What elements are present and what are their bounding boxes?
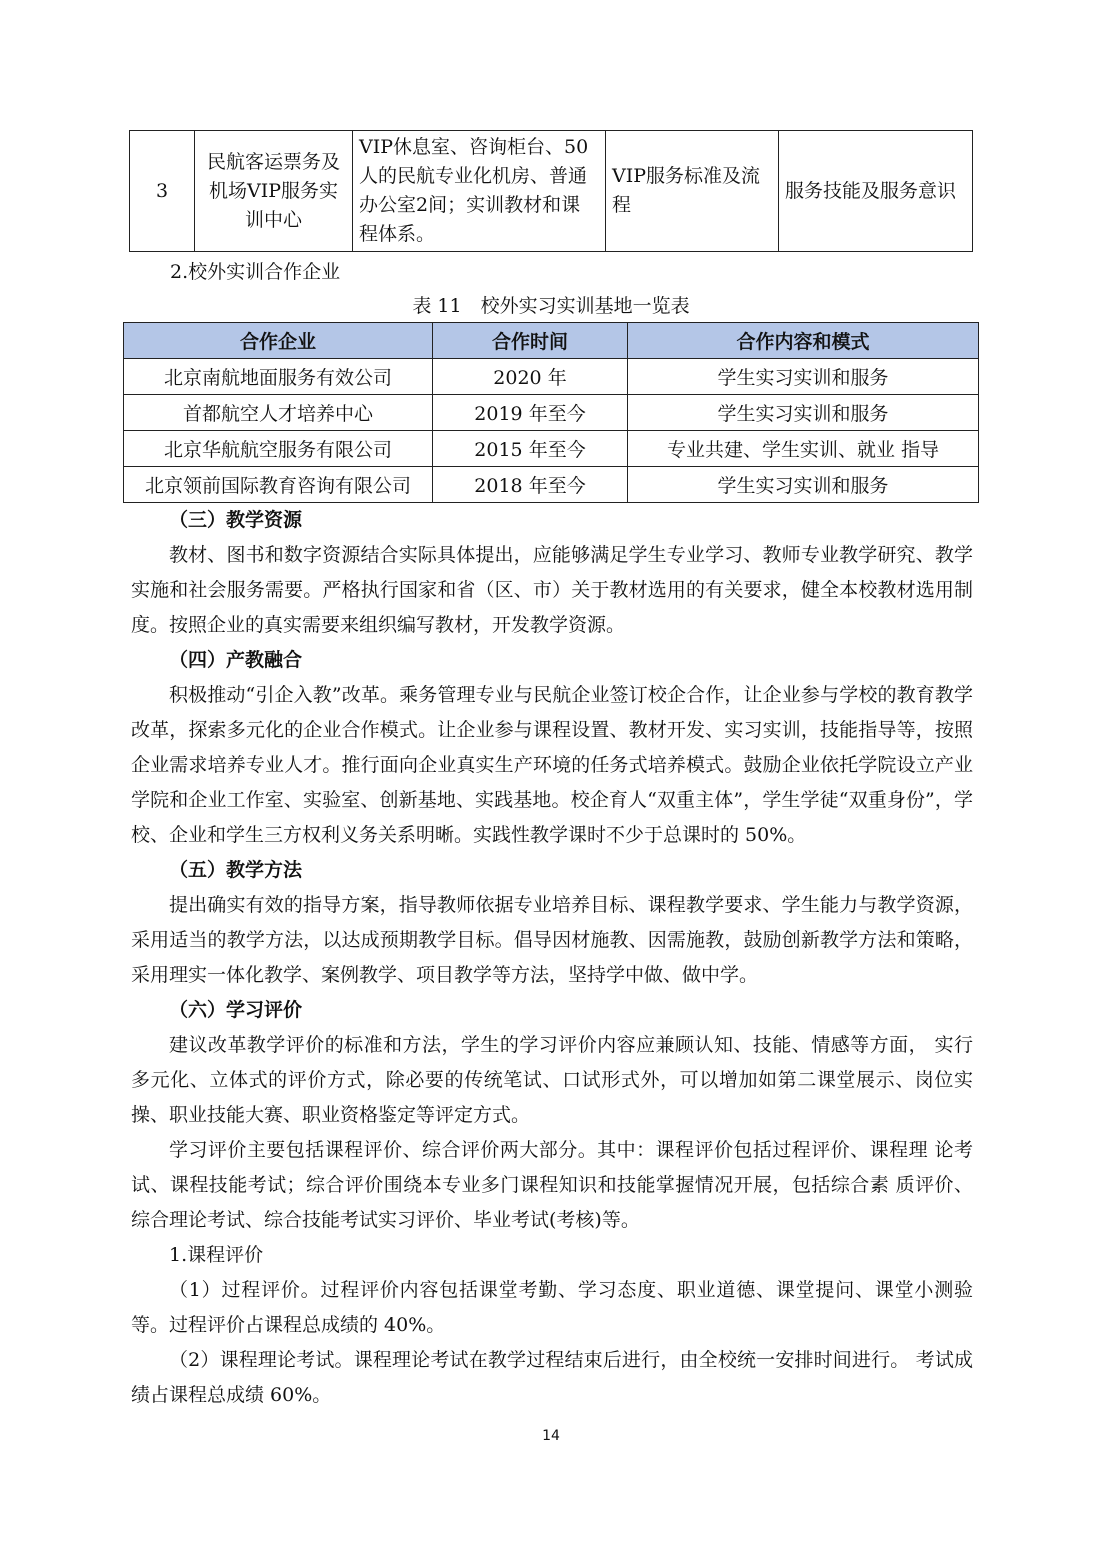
table-cell: 2018 年至今 xyxy=(433,467,628,503)
table-cell: 学生实习实训和服务 xyxy=(628,467,979,503)
table-cell: 专业共建、学生实训、就业 指导 xyxy=(628,431,979,467)
table-cell: 2015 年至今 xyxy=(433,431,628,467)
table-cell: 北京南航地面服务有效公司 xyxy=(124,359,433,395)
paragraph: 提出确实有效的指导方案，指导教师依据专业培养目标、课程教学要求、学生能力与教学资源，采用适当的教学方法，以达成预期教学目标。倡导因材施教、因需施教，鼓励创新教学方法和策略，采用理实一体化教学、案例教学、项目教学等方法，坚持学中做、做中学。 xyxy=(131,894,973,986)
table-row xyxy=(124,467,979,503)
table-caption: 表 11 校外实习实训基地一览表 xyxy=(412,295,690,317)
table-row xyxy=(130,131,973,252)
column-header: 合作企业 xyxy=(124,323,433,359)
ability-target: 服务技能及服务意识 xyxy=(779,131,973,252)
table-row xyxy=(124,395,979,431)
table-cell: 学生实习实训和服务 xyxy=(628,359,979,395)
table-cell: 北京领前国际教育咨询有限公司 xyxy=(124,467,433,503)
body-text xyxy=(131,503,973,1413)
row-number: 3 xyxy=(130,131,195,252)
paragraph: 积极推动“引企入教”改革。乘务管理专业与民航企业签订校企合作，让企业参与学校的教育教学改革，探索多元化的企业合作模式。让企业参与课程设置、教材开发、实习实训，技能指导等，按照企业需求培养专业人才。推行面向企业真实生产环境的任务式培养模式。鼓励企业依托学院设立产业学院和企业工作室、实验室、创新基地、实践基地。校企育人“双重主体”，学生学徒“双重身份”，学校、企业和学生三方权利义务关系明晰。实践性教学课时不少于总课时的 50%。 xyxy=(131,684,973,846)
table-cell: 2020 年 xyxy=(433,359,628,395)
paragraph: 学习评价主要包括课程评价、综合评价两大部分。其中：课程评价包括过程评价、课程理 论考试、课程技能考试；综合评价围绕本专业多门课程知识和技能掌握情况开展，包括综合素 质评价、综合理论考试、综合技能考试实习评价、毕业考试(考核)等。 xyxy=(131,1139,973,1231)
column-header: 合作时间 xyxy=(433,323,628,359)
table-cell: 学生实习实训和服务 xyxy=(628,395,979,431)
section-subheading: 2.校外实训合作企业 xyxy=(170,261,341,283)
section-heading: （三）教学资源 xyxy=(169,509,303,531)
section-heading: （五）教学方法 xyxy=(169,859,303,881)
section-heading: （六）学习评价 xyxy=(169,999,303,1021)
training-base-table-continued xyxy=(129,130,973,252)
column-header: 合作内容和模式 xyxy=(628,323,979,359)
table-row xyxy=(124,431,979,467)
subsection-heading: 1.课程评价 xyxy=(169,1244,264,1266)
table-cell: 北京华航航空服务有限公司 xyxy=(124,431,433,467)
paragraph: 教材、图书和数字资源结合实际具体提出，应能够满足学生专业学习、教师专业教学研究、教学实施和社会服务需要。严格执行国家和省（区、市）关于教材选用的有关要求，健全本校教材选用制度。按照企业的真实需要来组织编写教材，开发教学资源。 xyxy=(131,544,973,636)
section-heading: （四）产教融合 xyxy=(169,649,303,671)
page-number: 14 xyxy=(542,1428,560,1444)
table-cell: 首都航空人才培养中心 xyxy=(124,395,433,431)
table-cell: 2019 年至今 xyxy=(433,395,628,431)
base-name: 民航客运票务及机场VIP服务实训中心 xyxy=(195,131,353,252)
paragraph: （1）过程评价。过程评价内容包括课堂考勤、学习态度、职业道德、课堂提问、课堂小测验等。过程评价占课程总成绩的 40%。 xyxy=(131,1279,973,1336)
table-header-row xyxy=(124,323,979,359)
paragraph: （2）课程理论考试。课程理论考试在教学过程结束后进行，由全校统一安排时间进行。 考试成绩占课程总成绩 60%。 xyxy=(131,1349,973,1406)
table-row xyxy=(124,359,979,395)
training-project: VIP服务标准及流程 xyxy=(606,131,779,252)
base-equipment: VIP休息室、咨询柜台、50人的民航专业化机房、普通办公室2间；实训教材和课程体系。 xyxy=(353,131,606,252)
partner-company-table xyxy=(123,322,979,503)
paragraph: 建议改革教学评价的标准和方法，学生的学习评价内容应兼顾认知、技能、情感等方面， 实行多元化、立体式的评价方式，除必要的传统笔试、口试形式外，可以增加如第二课堂展示、岗位实操、职业技能大赛、职业资格鉴定等评定方式。 xyxy=(131,1034,973,1126)
